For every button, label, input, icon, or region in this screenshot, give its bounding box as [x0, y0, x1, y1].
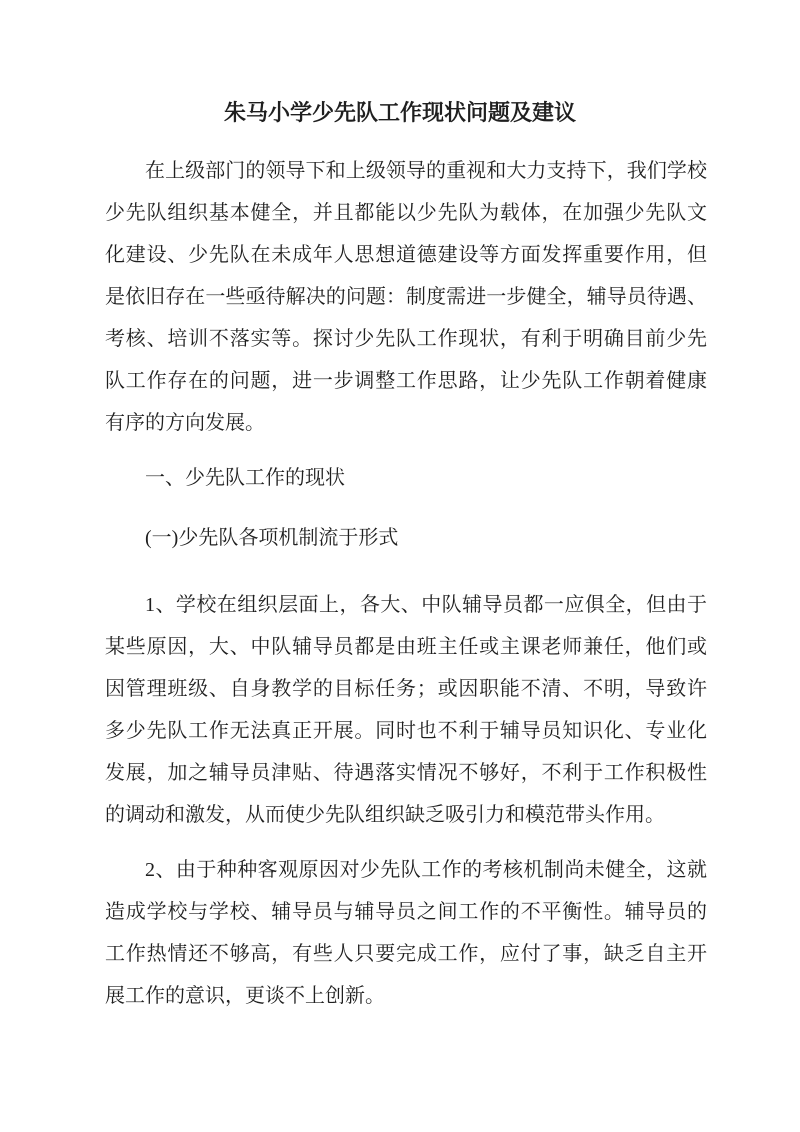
- text-line: 发展，加之辅导员津贴、待遇落实情况不够好，不利于工作积极性: [105, 762, 707, 784]
- text-line: 化建设、少先队在未成年人思想道德建设等方面发挥重要作用，但: [105, 244, 707, 266]
- text-line: 多少先队工作无法真正开展。同时也不利于辅导员知识化、专业化: [105, 720, 707, 742]
- text-line: 有序的方向发展。: [105, 412, 265, 434]
- text-line: 展工作的意识，更谈不上创新。: [105, 985, 385, 1007]
- text-line: 在上级部门的领导下和上级领导的重视和大力支持下，我们学校: [145, 160, 707, 182]
- document-title: 朱马小学少先队工作现状问题及建议: [223, 100, 576, 125]
- text-line: 少先队组织基本健全，并且都能以少先队为载体，在加强少先队文: [105, 202, 707, 224]
- text-line: 工作热情还不够高，有些人只要完成工作，应付了事，缺乏自主开: [105, 943, 707, 965]
- text-line: 2、由于种种客观原因对少先队工作的考核机制尚未健全，这就: [145, 859, 707, 881]
- text-line: 考核、培训不落实等。探讨少先队工作现状，有利于明确目前少先: [105, 328, 707, 350]
- text-line: (一)少先队各项机制流于形式: [145, 527, 399, 549]
- text-line: 队工作存在的问题，进一步调整工作思路，让少先队工作朝着健康: [105, 370, 707, 392]
- text-line: 因管理班级、自身教学的目标任务；或因职能不清、不明，导致许: [105, 678, 707, 700]
- intro-paragraph: [105, 150, 707, 444]
- text-line: 1、学校在组织层面上，各大、中队辅导员都一应俱全，但由于: [145, 594, 707, 616]
- subsection-heading: [105, 517, 707, 559]
- text-line: 是依旧存在一些亟待解决的问题：制度需进一步健全，辅导员待遇、: [105, 286, 707, 308]
- text-line: 的调动和激发，从而使少先队组织缺乏吸引力和模范带头作用。: [105, 804, 665, 826]
- text-line: 一、少先队工作的现状: [145, 467, 345, 489]
- text-line: 造成学校与学校、辅导员与辅导员之间工作的不平衡性。辅导员的: [105, 901, 707, 923]
- point-2-paragraph: [105, 849, 707, 1017]
- point-1-paragraph: [105, 584, 707, 836]
- text-line: 某些原因，大、中队辅导员都是由班主任或主课老师兼任，他们或: [105, 636, 707, 658]
- section-heading: [105, 457, 707, 499]
